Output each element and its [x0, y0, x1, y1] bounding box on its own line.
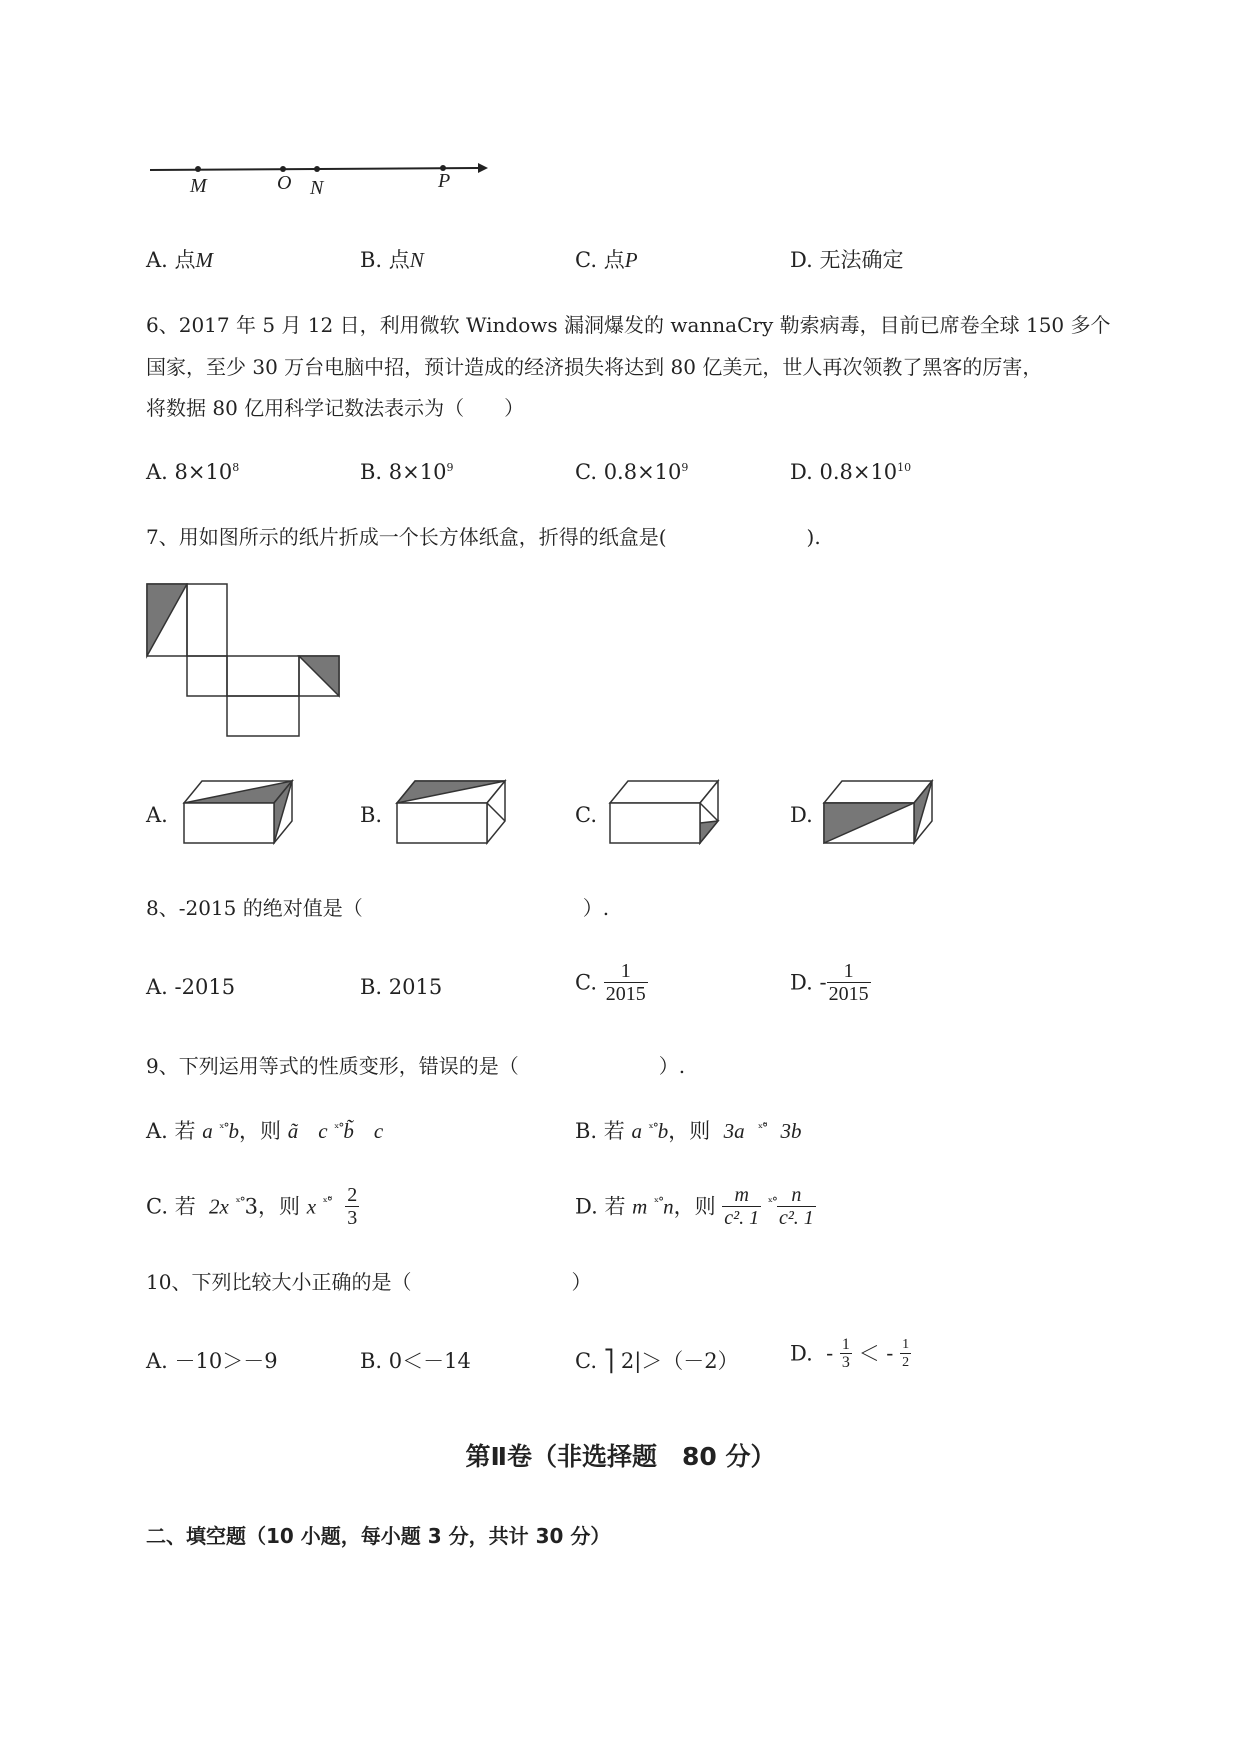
garbled-symbol: ˣ°̃: [757, 1121, 768, 1135]
label-o: O: [277, 172, 292, 194]
option-letter: C.: [575, 970, 597, 995]
option-text: 无法确定: [819, 248, 904, 272]
option-letter: A.: [146, 460, 168, 484]
net-shaded-triangle-left: [147, 584, 187, 656]
option-base: 8×10: [388, 460, 447, 484]
var-a: a: [202, 1119, 213, 1143]
q6-stem-line2: 国家，至少 30 万台电脑中招，预计造成的经济损失将达到 80 亿美元，世人再次领教了黑客的厉害，: [146, 355, 1043, 379]
option-text: －10＞－9: [174, 1349, 278, 1373]
q9-option-c[interactable]: [146, 1184, 359, 1229]
option-base: 0.8×10: [603, 460, 682, 484]
fraction-numerator: 1: [604, 960, 648, 983]
q6-option-b[interactable]: [360, 457, 453, 491]
q10-option-d[interactable]: [790, 1336, 911, 1371]
fraction-numerator: 2: [347, 1184, 358, 1206]
option-letter: A.: [146, 1349, 168, 1373]
var-n: n: [663, 1194, 674, 1219]
q10-option-b[interactable]: [360, 1346, 471, 1376]
q7-option-c-label: C.: [575, 803, 597, 827]
option-then: ，则: [258, 1194, 301, 1219]
option-fraction-right: [777, 1184, 816, 1229]
option-fraction: [827, 960, 871, 1005]
option-letter: B.: [360, 460, 383, 484]
q7-net-figure: [145, 582, 345, 742]
option-letter: C.: [575, 248, 597, 272]
q7-option-a-label: A.: [146, 803, 168, 827]
q10-stem: 10、下列比较大小正确的是（ ）: [146, 1270, 592, 1294]
q5-option-a[interactable]: [146, 245, 213, 275]
point-m-dot: [195, 166, 201, 172]
q7-option-d-box[interactable]: [822, 775, 937, 845]
option-var: N: [409, 248, 424, 272]
option-prefix: 若: [603, 1119, 625, 1143]
expr-rhs: 3b: [780, 1119, 802, 1143]
q9-option-d[interactable]: [575, 1184, 816, 1229]
q7-option-a-box[interactable]: [182, 775, 297, 845]
option-fraction: [604, 960, 648, 1005]
option-exponent: 10: [897, 461, 912, 474]
q8-option-d[interactable]: [790, 960, 871, 1005]
option-letter: B.: [360, 975, 383, 999]
option-prefix: 若: [604, 1194, 626, 1219]
q5-option-c[interactable]: [575, 245, 638, 275]
number-line-arrow: [478, 163, 488, 173]
option-prefix: 若: [174, 1194, 196, 1219]
option-letter: C.: [575, 1349, 597, 1373]
q5-option-d[interactable]: [790, 245, 903, 275]
option-prefix: 若: [174, 1119, 196, 1143]
option-base: 0.8×10: [819, 460, 898, 484]
option-letter: C.: [146, 1194, 168, 1219]
option-fraction-right: [900, 1336, 911, 1371]
fraction-denominator: c². 1: [724, 1207, 760, 1229]
point-n-dot: [314, 166, 320, 172]
var-b-tilde: b̃: [343, 1119, 354, 1143]
option-fraction-left: [840, 1336, 852, 1371]
q6-option-d[interactable]: [790, 457, 911, 491]
option-letter: B.: [575, 1119, 598, 1143]
q9-option-b[interactable]: [575, 1116, 801, 1149]
var-c: c: [373, 1119, 384, 1143]
fraction-denominator: 2015: [828, 983, 869, 1005]
garbled-symbol: ˣ°: [219, 1121, 229, 1135]
label-n: N: [310, 177, 324, 199]
fraction-denominator: 3: [841, 1354, 850, 1371]
fraction-numerator: m: [722, 1184, 761, 1207]
section-title: 第Ⅱ卷（非选择题 80 分）: [465, 1442, 776, 1471]
option-text: 点: [174, 248, 196, 272]
garbled-symbol: ˣ°: [654, 1195, 664, 1209]
number-line-figure: [140, 150, 490, 200]
fraction-denominator: 2: [902, 1355, 910, 1370]
fraction-numerator: 1: [902, 1337, 910, 1352]
option-letter: A.: [146, 1119, 168, 1143]
option-text: 点: [603, 248, 625, 272]
label-m: M: [190, 175, 207, 197]
garbled-symbol: ˣ°: [648, 1121, 658, 1135]
option-sign: -: [819, 970, 827, 995]
q10-option-a[interactable]: [146, 1346, 278, 1376]
q10-option-c[interactable]: [575, 1346, 739, 1376]
option-text: 点: [388, 248, 410, 272]
var-m: m: [632, 1194, 648, 1219]
q7-option-b-label: B.: [360, 803, 383, 827]
option-sign: -: [826, 1341, 834, 1366]
option-exponent: 9: [681, 461, 689, 474]
q9-stem: 9、下列运用等式的性质变形，错误的是（ ）.: [146, 1054, 686, 1078]
q5-option-b[interactable]: [360, 245, 424, 275]
option-letter: D.: [790, 248, 813, 272]
var-b: b: [228, 1119, 239, 1143]
option-sign: -: [886, 1341, 894, 1366]
q7-stem: 7、用如图所示的纸片折成一个长方体纸盒，折得的纸盒是( ).: [146, 525, 821, 549]
q8-stem: 8、-2015 的绝对值是（ ）.: [146, 896, 610, 920]
fraction-denominator: c². 1: [778, 1207, 814, 1229]
expr-rhs: 3: [244, 1194, 259, 1219]
option-exponent: 9: [446, 461, 454, 474]
option-letter: D.: [575, 1194, 598, 1219]
option-operator: ＜: [858, 1341, 880, 1366]
garbled-symbol: ˣ°: [767, 1195, 777, 1209]
q8-option-a[interactable]: [146, 972, 235, 1002]
option-var: P: [624, 248, 638, 272]
var-c: c: [318, 1119, 328, 1143]
label-p: P: [438, 170, 451, 192]
var-b: b: [657, 1119, 669, 1143]
option-letter: D.: [790, 970, 813, 995]
garbled-symbol: ˣ°: [334, 1121, 344, 1135]
option-letter: D.: [790, 1341, 813, 1366]
option-fraction-left: [722, 1184, 761, 1229]
option-text: ⎤ 2|＞（－2）: [603, 1349, 739, 1373]
option-exponent: 8: [232, 461, 240, 474]
q8-option-c[interactable]: [575, 960, 648, 1005]
option-text: 2015: [388, 975, 443, 999]
expr-lhs: 2x: [209, 1194, 229, 1219]
q7-option-d-label: D.: [790, 803, 813, 827]
option-letter: C.: [575, 460, 597, 484]
var-a: a: [631, 1119, 642, 1143]
fraction-denominator: 2015: [605, 983, 646, 1005]
var-a-tilde: ã: [287, 1119, 299, 1143]
q6-option-a[interactable]: [146, 457, 239, 491]
option-then: ，则: [673, 1194, 716, 1219]
fraction-numerator: 1: [827, 960, 871, 983]
q7-option-b-box[interactable]: [395, 775, 510, 845]
q6-option-c[interactable]: [575, 457, 688, 491]
q8-option-b[interactable]: [360, 972, 442, 1002]
var-x: x: [306, 1194, 317, 1219]
q7-option-c-box[interactable]: [608, 775, 723, 845]
section-subtitle: 二、填空题（10 小题，每小题 3 分，共计 30 分）: [146, 1524, 611, 1548]
option-then: ，则: [239, 1119, 281, 1143]
option-base: 8×10: [174, 460, 233, 484]
option-letter: B.: [360, 1349, 383, 1373]
q6-stem-line3: 将数据 80 亿用科学记数法表示为（ ）: [146, 396, 525, 420]
option-letter: A.: [146, 248, 168, 272]
option-then: ，则: [668, 1119, 711, 1143]
fraction-numerator: 1: [841, 1336, 850, 1353]
q6-stem-line1: 6、2017 年 5 月 12 日，利用微软 Windows 漏洞爆发的 wannaCry 勒索病毒，目前已席卷全球 150 多个: [146, 313, 1111, 337]
net-shaded-triangle-right: [299, 656, 339, 696]
option-letter: B.: [360, 248, 383, 272]
option-letter: D.: [790, 460, 813, 484]
q9-option-a[interactable]: [146, 1116, 383, 1149]
option-var: M: [195, 248, 214, 272]
option-text: -2015: [174, 975, 236, 999]
option-text: 0＜－14: [388, 1349, 471, 1373]
option-letter: A.: [146, 975, 168, 999]
fraction-denominator: 3: [347, 1207, 358, 1229]
fraction-numerator: n: [777, 1184, 816, 1207]
garbled-symbol: ˣ°: [235, 1195, 245, 1209]
garbled-symbol: ˣ°̃: [322, 1195, 332, 1209]
expr-lhs: 3a: [723, 1119, 745, 1143]
option-fraction: [345, 1184, 359, 1229]
